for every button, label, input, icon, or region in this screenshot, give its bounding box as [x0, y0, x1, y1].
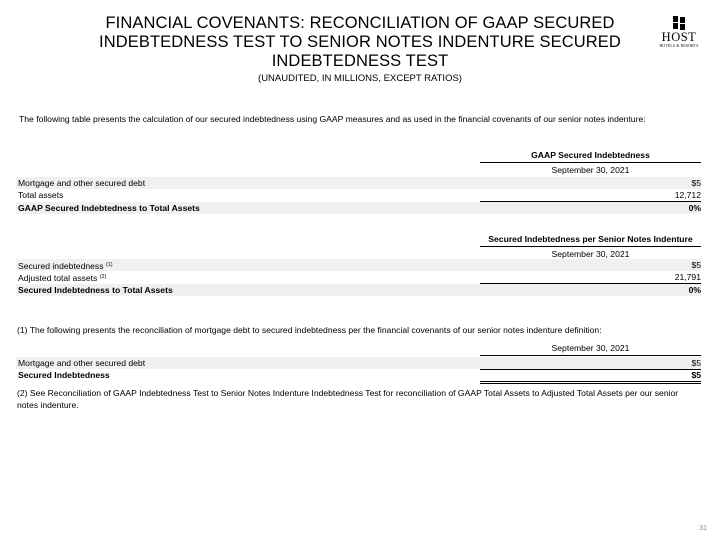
row-label: Secured Indebtedness to Total Assets [18, 285, 173, 295]
column-date: September 30, 2021 [480, 163, 701, 178]
table-row [16, 259, 701, 271]
row-label: GAAP Secured Indebtedness to Total Assets [18, 203, 200, 213]
footnote-2: (2) See Reconciliation of GAAP Indebtedness Test to Senior Notes Indenture Indebtedness Test for reconciliation of GAAP Total Assets to Adjusted Total Assets per our senior notes indenture. [17, 388, 679, 410]
page-title-line-3: INDEBTEDNESS TEST [271, 52, 449, 70]
company-logo [652, 16, 706, 48]
intro-paragraph: The following table presents the calculation of our secured indebtedness using GAAP measures and as used in the financial covenants of our senior notes indenture: [19, 114, 646, 124]
row-value: 0% [688, 285, 701, 295]
footnote-ref: (2) [99, 274, 107, 280]
table-row [16, 177, 701, 189]
footnote-ref: (1) [105, 262, 113, 268]
table-header [480, 234, 701, 262]
row-value: $5 [480, 357, 701, 370]
page-title-line-2: INDEBTEDNESS TEST TO SENIOR NOTES INDENTURE SECURED [99, 33, 621, 51]
page-title-line-1: FINANCIAL COVENANTS: RECONCILIATION OF GAAP SECURED [105, 14, 615, 32]
column-date: September 30, 2021 [480, 247, 701, 262]
row-value: $5 [480, 369, 701, 384]
page-subtitle: (UNAUDITED, IN MILLIONS, EXCEPT RATIOS) [258, 73, 462, 84]
table-header [480, 150, 701, 178]
row-label: Total assets [18, 190, 64, 200]
column-title: GAAP Secured Indebtedness [480, 150, 701, 163]
row-value: 0% [688, 203, 701, 213]
row-value: $5 [691, 178, 701, 188]
row-label: Secured indebtedness [18, 261, 104, 271]
row-value: 21,791 [480, 271, 701, 284]
page-title [90, 14, 630, 71]
page-number: 31 [699, 525, 707, 532]
row-label: Mortgage and other secured debt [18, 178, 146, 188]
row-value: 12,712 [480, 189, 701, 202]
column-date: September 30, 2021 [480, 343, 701, 356]
row-label: Adjusted total assets [18, 273, 98, 283]
footnote-1: (1) The following presents the reconciliation of mortgage debt to secured indebtedness per the financial covenants of our senior notes indenture definition: [17, 325, 602, 335]
logo-wordmark: HOST [661, 30, 697, 44]
column-title: Secured Indebtedness per Senior Notes Indenture [480, 234, 701, 247]
table-row [16, 284, 701, 296]
row-value: $5 [691, 260, 701, 270]
table-row [16, 369, 701, 381]
row-label: Mortgage and other secured debt [18, 358, 146, 368]
table-row [16, 189, 701, 201]
table-row [16, 271, 701, 283]
table-row [16, 357, 701, 369]
host-h-logo-icon [672, 16, 686, 30]
logo-tagline: HOTELS & RESORTS [659, 44, 699, 48]
table-row [16, 202, 701, 214]
row-label: Secured Indebtedness [18, 370, 110, 380]
table-header [480, 343, 701, 356]
